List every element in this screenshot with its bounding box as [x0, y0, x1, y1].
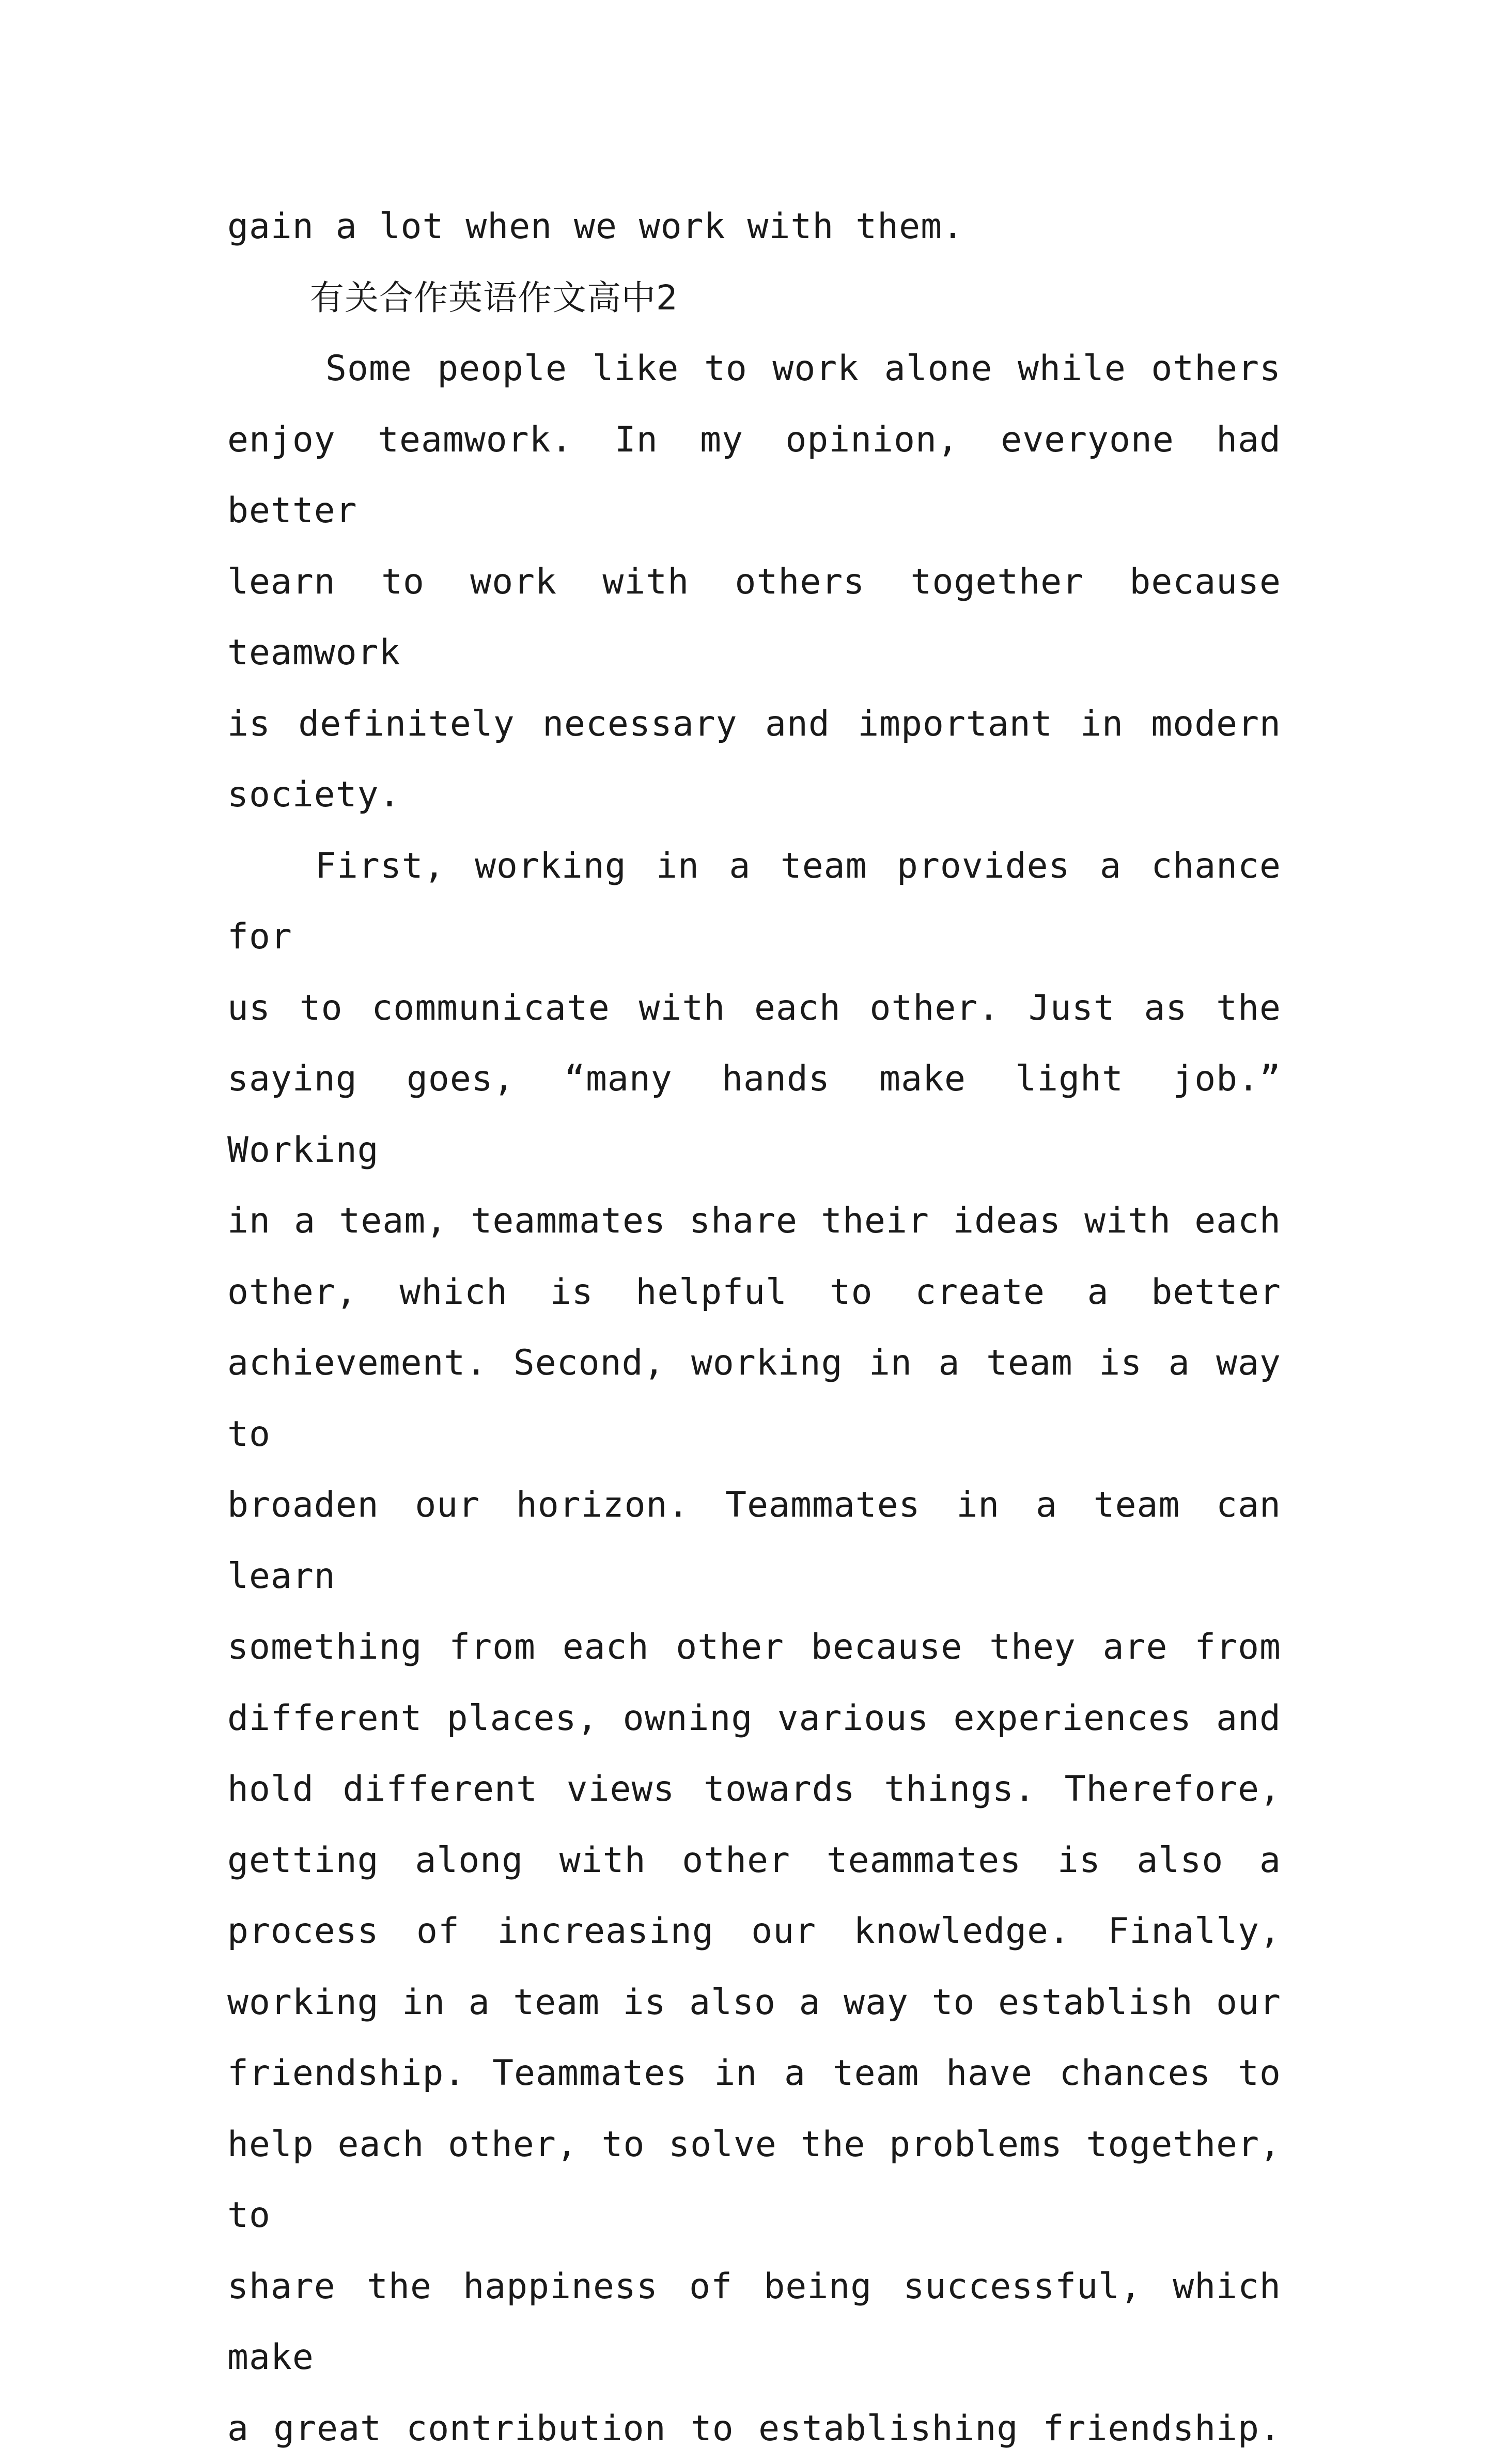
- paragraph-line: a great contribution to establishing friendship.: [227, 2393, 1281, 2464]
- paragraph-line: something from each other because they are from: [227, 1612, 1281, 1683]
- paragraph-line: different places, owning various experiences and: [227, 1683, 1281, 1754]
- paragraph-line: saying goes, “many hands make light job.” Working: [227, 1043, 1281, 1186]
- paragraph-line: enjoy teamwork. In my opinion, everyone had better: [227, 404, 1281, 547]
- paragraph-line: getting along with other teammates is also a: [227, 1825, 1281, 1896]
- paragraph-line: achievement. Second, working in a team is a way to: [227, 1328, 1281, 1470]
- paragraph-line: learn to work with others together because teamwork: [227, 547, 1281, 689]
- paragraph-line: society.: [227, 759, 1281, 831]
- intro-line: gain a lot when we work with them.: [227, 191, 1281, 262]
- paragraph-line: help each other, to solve the problems together, to: [227, 2109, 1281, 2251]
- paragraph-line: broaden our horizon. Teammates in a team can learn: [227, 1470, 1281, 1612]
- paragraph-1: [227, 333, 1281, 831]
- paragraph-line: us to communicate with each other. Just as the: [227, 973, 1281, 1044]
- paragraph-line: working in a team is also a way to establish our: [227, 1967, 1281, 2038]
- paragraph-line: is definitely necessary and important in modern: [227, 689, 1281, 760]
- paragraph-line: Some people like to work alone while others: [227, 333, 1281, 404]
- paragraph-line: hold different views towards things. Therefore,: [227, 1754, 1281, 1825]
- paragraph-line: other, which is helpful to create a better: [227, 1257, 1281, 1328]
- paragraph-line: First, working in a team provides a chance for: [227, 831, 1281, 973]
- section-heading: 有关合作英语作文高中2: [227, 262, 1281, 334]
- paragraph-line: share the happiness of being successful, which make: [227, 2251, 1281, 2393]
- document-body: [227, 191, 1281, 2464]
- paragraph-line: in a team, teammates share their ideas with each: [227, 1186, 1281, 1257]
- paragraph-2: [227, 831, 1281, 2464]
- paragraph-line: process of increasing our knowledge. Finally,: [227, 1896, 1281, 1967]
- paragraph-line: friendship. Teammates in a team have chances to: [227, 2038, 1281, 2109]
